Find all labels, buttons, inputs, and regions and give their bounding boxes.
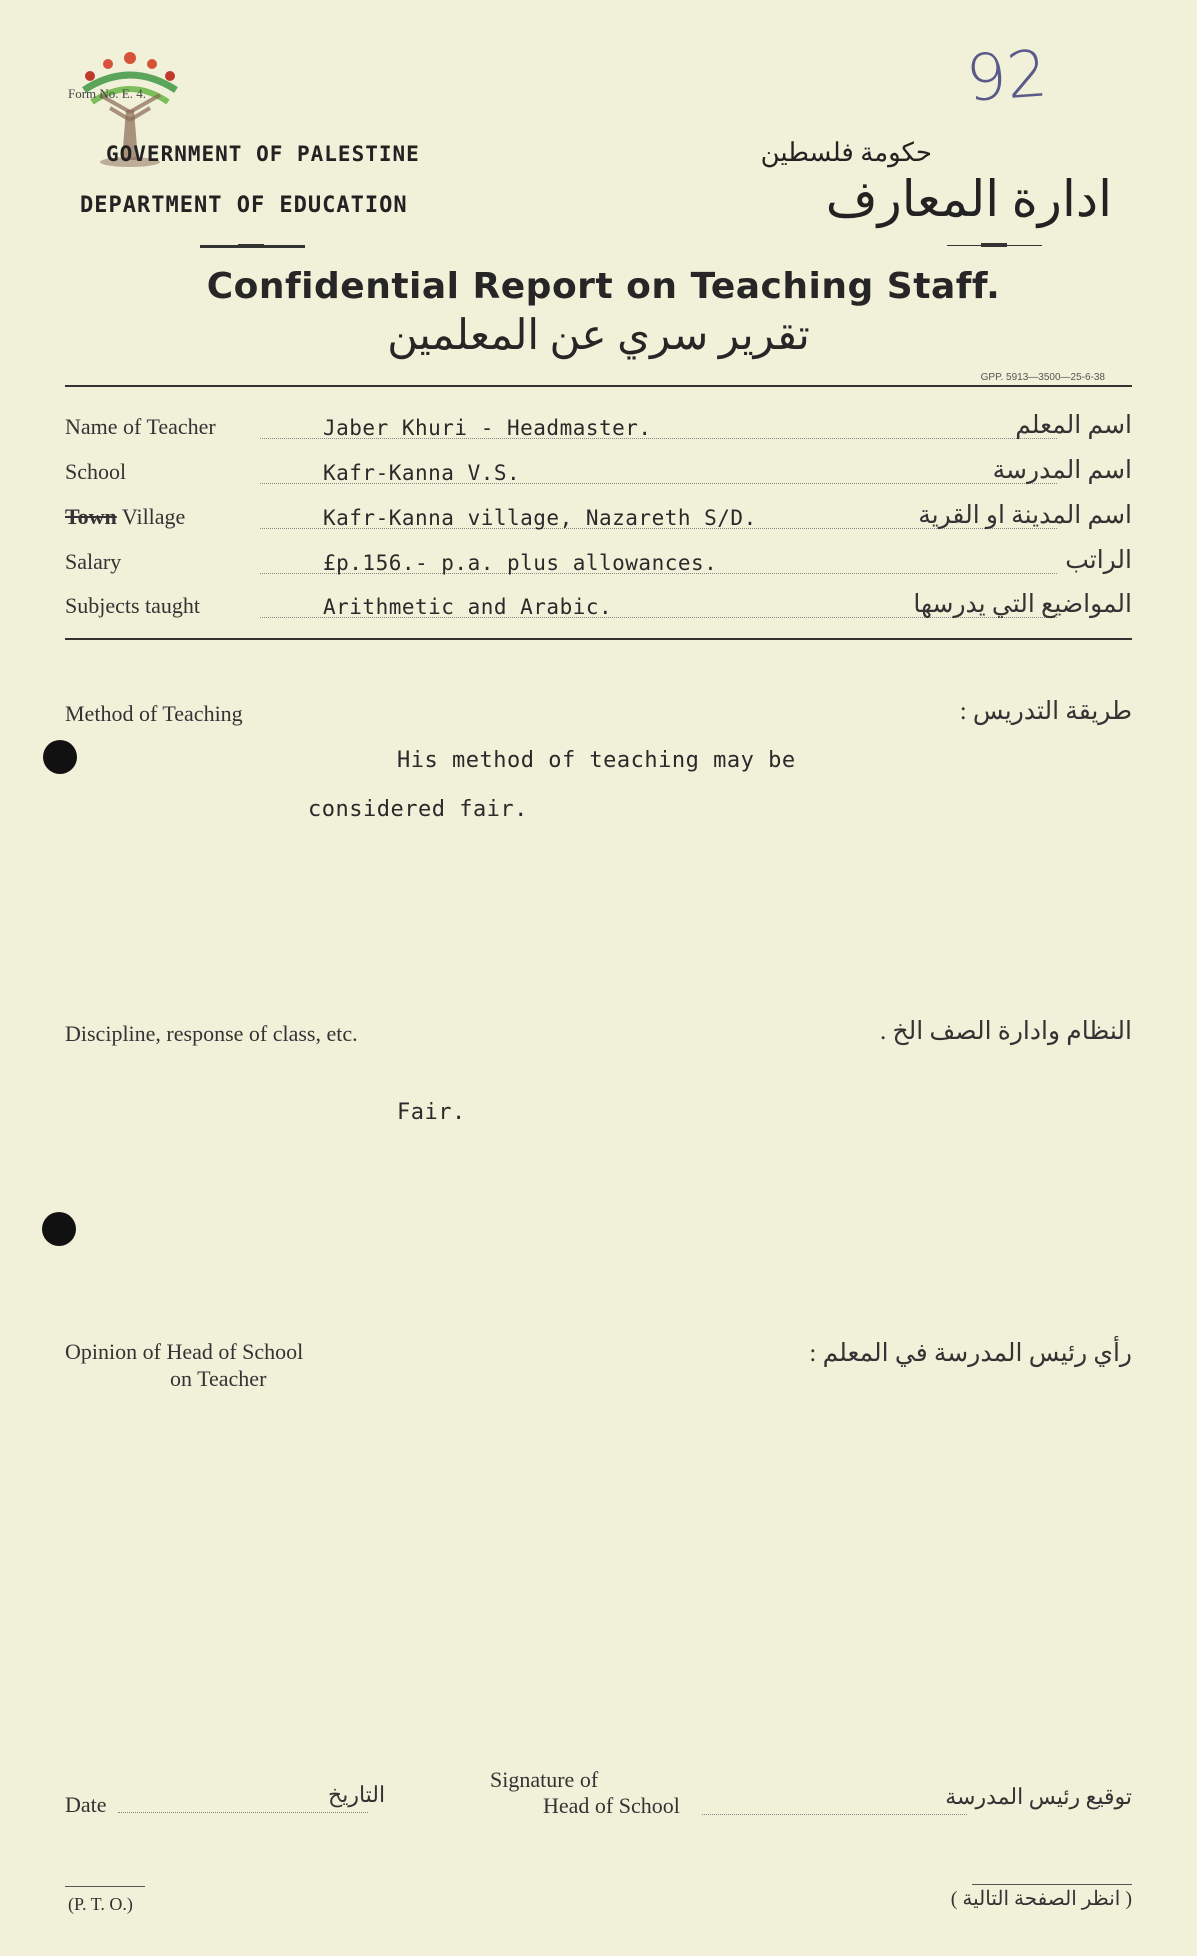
print-code: GPP. 5913—3500—25-6-38 [980,372,1105,383]
government-heading: GOVERNMENT OF PALESTINE [106,142,420,166]
form-number: Form No. E. 4. [68,86,146,101]
field-label-arabic: اسم المعلم [1015,412,1132,439]
punch-hole [43,740,77,774]
opinion-label-line1: Opinion of Head of School [65,1339,304,1364]
field-row-salary [65,549,1132,589]
field-label [65,504,185,530]
field-value: Kafr-Kanna village, Nazareth S/D. [323,506,757,530]
field-label: School [65,459,127,484]
department-heading-arabic: ادارة المعارف [825,171,1112,227]
field-label: Name of Teacher [65,414,216,439]
table-top-rule [65,385,1132,387]
field-row-school [65,459,1132,499]
signature-dotted-line [702,1814,967,1815]
divider [981,243,1007,247]
field-value: £p.156.- p.a. plus allowances. [323,551,718,575]
opinion-label-arabic: رأي رئيس المدرسة في المعلم : [809,1340,1132,1367]
field-label-arabic: الراتب [1065,547,1132,574]
pto-label-arabic: ( انظر الصفحة التالية ) [950,1888,1132,1910]
table-bottom-rule [65,638,1132,640]
opinion-label-line2: on Teacher [170,1366,267,1391]
field-row-village [65,504,1132,544]
signature-label-arabic: توقيع رئيس المدرسة [945,1784,1132,1809]
method-text-line2: considered fair. [308,797,528,822]
punch-hole [42,1212,76,1246]
field-label-arabic: اسم المدينة او القرية [918,502,1132,529]
field-value: Jaber Khuri - Headmaster. [323,416,652,440]
signature-label-line1: Signature of [490,1767,599,1792]
field-row-name [65,414,1132,454]
date-label: Date [65,1792,107,1817]
field-label-arabic: اسم المدرسة [992,457,1132,484]
date-label-arabic: التاريخ [328,1782,386,1807]
struck-label: Town [65,504,117,529]
government-heading-arabic: حكومة فلسطين [760,138,932,167]
pto-label: (P. T. O.) [68,1894,133,1914]
method-text-line1: His method of teaching may be [397,748,796,773]
field-value: Kafr-Kanna V.S. [323,461,521,485]
field-label: Subjects taught [65,593,201,618]
pto-rule [65,1886,145,1887]
divider [238,244,264,248]
field-label-arabic: المواضيع التي يدرسها [913,591,1132,618]
method-label-arabic: طريقة التدريس : [959,698,1132,725]
field-label-text: Village [116,504,186,529]
discipline-value: Fair. [397,1100,466,1125]
field-value: Arithmetic and Arabic. [323,595,613,619]
report-title: Confidential Report on Teaching Staff. [206,266,1001,307]
page-number: 92 [963,37,1050,117]
signature-label-line2: Head of School [543,1793,680,1818]
report-title-arabic: تقرير سري عن المعلمين [387,313,810,359]
field-row-subjects [65,593,1132,633]
date-dotted-line [118,1812,368,1813]
discipline-label-arabic: النظام وادارة الصف الخ . [879,1018,1132,1045]
method-label: Method of Teaching [65,701,243,726]
field-label: Salary [65,549,122,574]
discipline-label: Discipline, response of class, etc. [65,1021,358,1046]
department-heading: DEPARTMENT OF EDUCATION [80,193,408,218]
pto-rule-arabic [972,1884,1132,1885]
